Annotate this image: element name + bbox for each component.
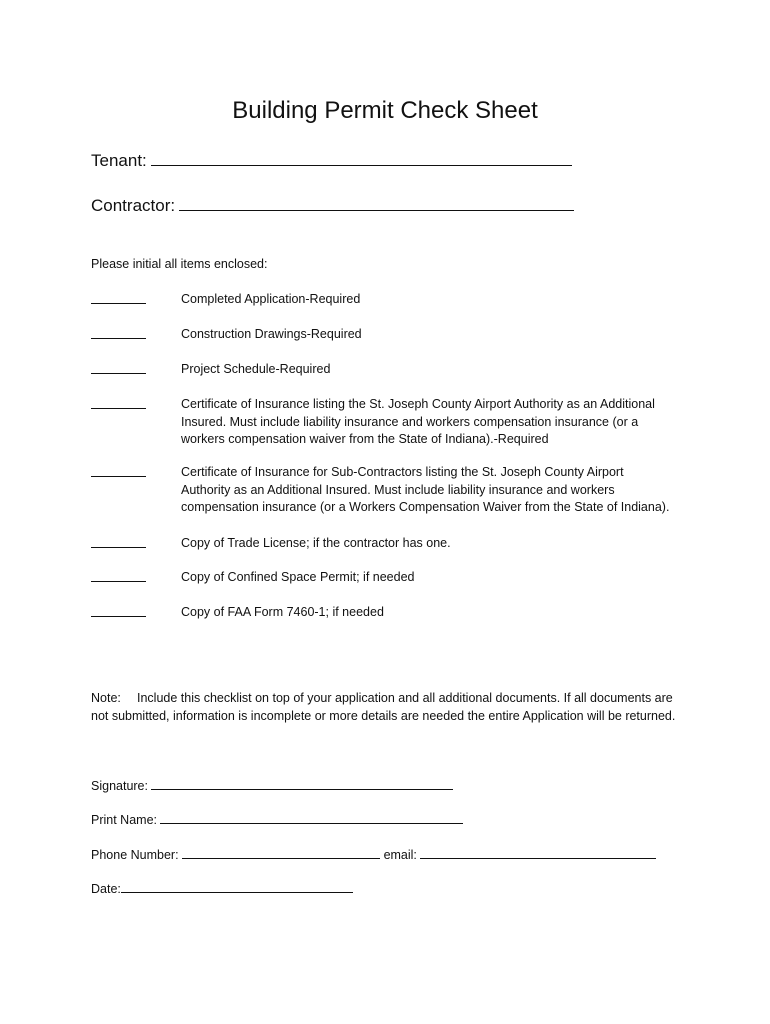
- note-paragraph: [91, 690, 681, 725]
- instructions-text: Please initial all items enclosed:: [91, 257, 268, 271]
- contractor-label: Contractor:: [91, 196, 176, 215]
- phone-email-field: [91, 847, 656, 863]
- initial-blank[interactable]: [91, 476, 146, 477]
- checklist-item-text: Certificate of Insurance listing the St. Joseph County Airport Authority as an Additional Insured. Must include liability insurance and workers compensation insurance (or a workers compensation waiver from the State of Indiana).-Required: [181, 397, 655, 446]
- checklist-item-text: Construction Drawings-Required: [181, 327, 362, 341]
- date-blank-line[interactable]: [121, 882, 353, 893]
- document-title: Building Permit Check Sheet: [232, 97, 538, 124]
- checklist-item-text: Copy of Confined Space Permit; if needed: [181, 570, 415, 584]
- email-label: email:: [383, 848, 417, 862]
- print-name-field: [91, 812, 463, 828]
- email-blank-line[interactable]: [420, 848, 656, 859]
- date-field: [91, 881, 353, 897]
- print-name-label: Print Name:: [91, 813, 157, 827]
- signature-label: Signature:: [91, 779, 148, 793]
- tenant-label: Tenant:: [91, 151, 147, 170]
- checklist-item-text: Copy of FAA Form 7460-1; if needed: [181, 605, 384, 619]
- signature-field: [91, 778, 453, 794]
- initial-blank[interactable]: [91, 338, 146, 339]
- initial-blank[interactable]: [91, 408, 146, 409]
- note-label: Note:: [91, 691, 121, 705]
- signature-blank-line[interactable]: [151, 779, 453, 790]
- checklist-item-text: Project Schedule-Required: [181, 362, 331, 376]
- checklist-item-text: Copy of Trade License; if the contractor has one.: [181, 536, 451, 550]
- initial-blank[interactable]: [91, 581, 146, 582]
- initial-blank[interactable]: [91, 373, 146, 374]
- initial-blank[interactable]: [91, 547, 146, 548]
- note-text: Include this checklist on top of your application and all additional documents. If all documents are not submitted, information is incomplete or more details are needed the entire Application will be returned.: [91, 691, 676, 723]
- print-name-blank-line[interactable]: [160, 813, 463, 824]
- tenant-blank-line[interactable]: [151, 153, 572, 166]
- initial-blank[interactable]: [91, 616, 146, 617]
- tenant-field: [91, 150, 572, 172]
- initial-blank[interactable]: [91, 303, 146, 304]
- phone-blank-line[interactable]: [182, 848, 380, 859]
- checklist-item-text: Certificate of Insurance for Sub-Contractors listing the St. Joseph County Airport Authority as an Additional Insured. Must include liability insurance and workers compensation insurance (or a Workers Compensation Waiver from the State of Indiana).: [181, 465, 670, 514]
- checklist-item-text: Completed Application-Required: [181, 292, 361, 306]
- contractor-blank-line[interactable]: [179, 198, 574, 211]
- contractor-field: [91, 195, 574, 217]
- phone-label: Phone Number:: [91, 848, 179, 862]
- date-label: Date:: [91, 882, 121, 896]
